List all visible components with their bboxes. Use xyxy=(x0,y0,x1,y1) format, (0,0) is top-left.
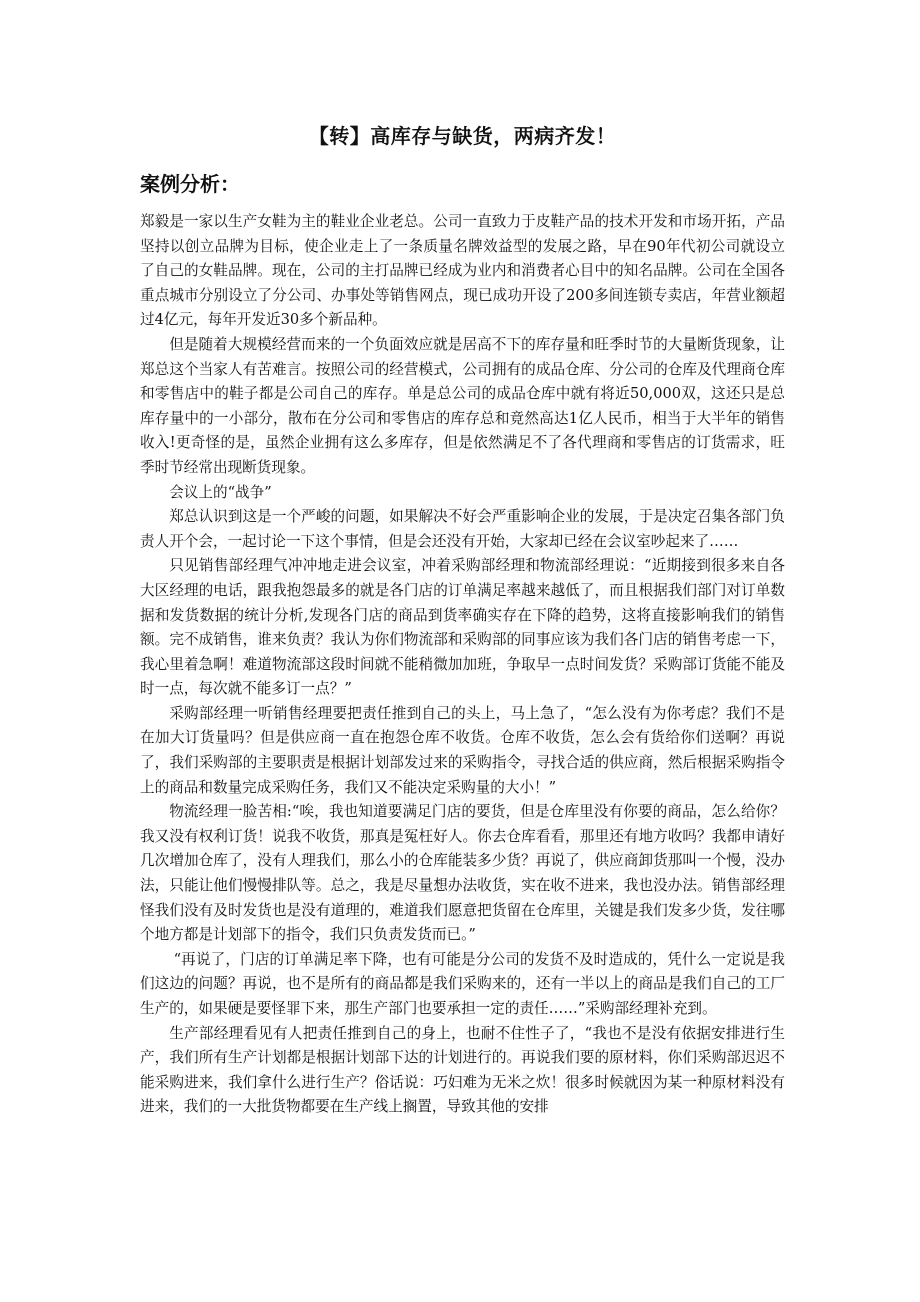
paragraph-purchasing-manager: 采购部经理一听销售经理要把责任推到自己的头上，马上急了，“怎么没有为你考虑？我们不是在加大订货量吗？但是供应商一直在抱怨仓库不收货。仓库不收货，怎么会有货给你们送啊？再说了，我们采购部的主要职责是根据计划部发过来的采购指令，寻找合适的供应商，然后根据采购指令上的商品和数量完成采购任务，我们又不能决定采购量的大小！” xyxy=(140,704,785,796)
paragraph-purchasing-addition: “再说了，门店的订单满足率下降，也有可能是分公司的发货不及时造成的，凭什么一定说是我们这边的问题？再说，也不是所有的商品都是我们采购来的，还有一半以上的商品是我们自己的工厂生产的，如果硬是要怪罪下来，那生产部门也要承担一定的责任……”采购部经理补充到。 xyxy=(140,950,785,1017)
paragraph-logistics-manager: 物流经理一脸苦相:“唉，我也知道要满足门店的要货，但是仓库里没有你要的商品，怎么给你？我又没有权利订货！说我不收货，那真是冤枉好人。你去仓库看看，那里还有地方收吗？我都申请好几次增加仓库了，没有人理我们，那么小的仓库能装多少货？再说了，供应商卸货那叫一个慢，没办法，只能让他们慢慢排队等。总之，我是尽量想办法收货，实在收不进来，我也没办法。销售部经理怪我们没有及时发货也是没有道理的，难道我们愿意把货留在仓库里，关键是我们发多少货，发往哪个地方都是计划部下的指令，我们只负责发货而已。” xyxy=(140,803,785,944)
section-heading: 案例分析： xyxy=(140,172,240,196)
paragraph-sales-manager: 只见销售部经理气冲冲地走进会议室，冲着采购部经理和物流部经理说：“近期接到很多来自各大区经理的电话，跟我抱怨最多的就是各门店的订单满足率越来越低了，而且根据我们部门对订单数据和发货数据的统计分析,发现各门店的商品到货率确实存在下降的趋势，这将直接影响我们的销售额。完不成销售，谁来负责？我认为你们物流部和采购部的同事应该为我们各门店的销售考虑一下，我心里着急啊！难道物流部这段时间就不能稍微加加班，争取早一点时间发货？采购部订货能不能及时一点，每次就不能多订一点？” xyxy=(140,557,785,698)
paragraph-inventory-problem: 但是随着大规模经营而来的一个负面效应就是居高不下的库存量和旺季时节的大量断货现象，让郑总这个当家人有苦难言。按照公司的经营模式，公司拥有的成品仓库、分公司的仓库及代理商仓库和零售店中的鞋子都是公司自己的库存。单是总公司的成品仓库中就有将近50,000双，这还只是总库存量中的一小部分，散布在分公司和零售店的库存总和竟然高达1亿人民币，相当于大半年的销售收入!更奇怪的是，虽然企业拥有这么多库存，但是依然满足不了各代理商和零售店的订货需求，旺季时节经常出现断货现象。 xyxy=(140,335,785,476)
paragraph-meeting-intro: 郑总认识到这是一个严峻的问题，如果解决不好会严重影响企业的发展，于是决定召集各部门负责人开个会，一起讨论一下这个事情，但是会还没有开始，大家却已经在会议室吵起来了…… xyxy=(140,508,785,550)
document-title: 【转】高库存与缺货，两病齐发！ xyxy=(308,124,617,148)
paragraph-production-manager: 生产部经理看见有人把责任推到自己的身上，也耐不住性子了，“我也不是没有依据安排进行生产，我们所有生产计划都是根据计划部下达的计划进行的。再说我们要的原材料，你们采购部迟迟不能采购进来，我们拿什么进行生产？俗话说：巧妇难为无米之炊！很多时候就因为某一种原材料没有进来，我们的一大批货物都要在生产线上搁置，导致其他的安排 xyxy=(140,1024,785,1116)
document-body xyxy=(140,210,785,1120)
paragraph-intro: 郑毅是一家以生产女鞋为主的鞋业企业老总。公司一直致力于皮鞋产品的技术开发和市场开拓，产品坚持以创立品牌为目标，使企业走上了一条质量名牌效益型的发展之路，早在90年代初公司就设立了自己的女鞋品牌。现在，公司的主打品牌已经成为业内和消费者心目中的知名品牌。公司在全国各重点城市分别设立了分公司、办事处等销售网点，现已成功开设了200多间连锁专卖店，年营业额超过4亿元，每年开发近30多个新品种。 xyxy=(140,213,785,329)
document-page xyxy=(140,112,785,1120)
paragraph-subheading-meeting: 会议上的“战争” xyxy=(169,483,272,501)
